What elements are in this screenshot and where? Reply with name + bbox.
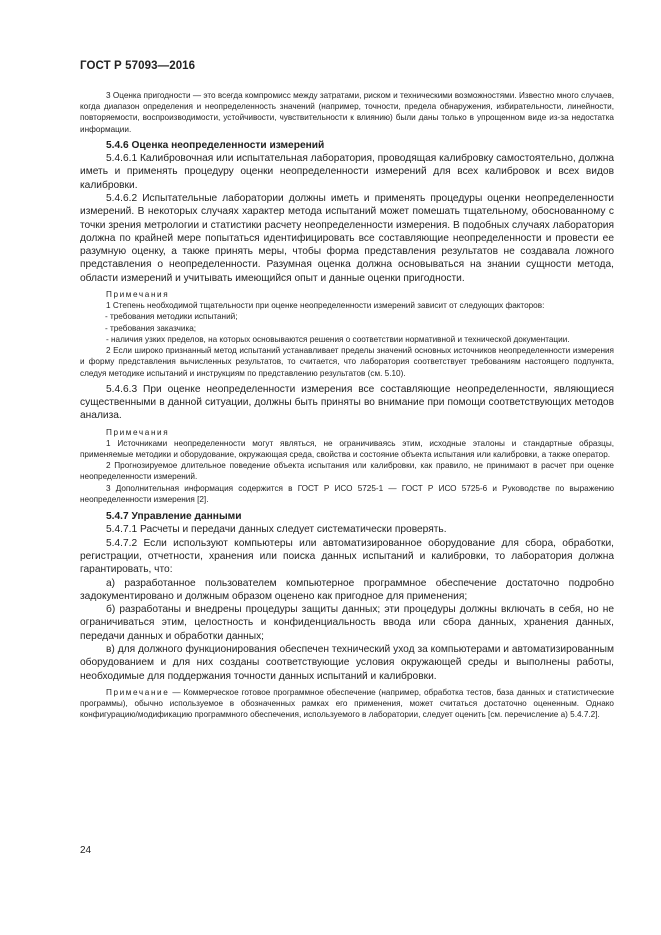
final-note <box>80 687 614 721</box>
notes-label: Примечания <box>106 290 170 300</box>
note-item: 1 Источниками неопределенности могут являться, не ограничиваясь этим, исходные эталоны и стандартные образцы, применяемые методики и оборудование, окружающая среда, свойства и состояние объекта испытания или калибровки, а также оператор. <box>80 438 614 459</box>
note-item: 2 Прогнозируемое длительное поведение объекта испытания или калибровки, как правило, не принимают в расчет при оценке неопределенности измерений. <box>80 461 614 482</box>
note-item: 3 Дополнительная информация содержится в ГОСТ Р ИСО 5725-1 — ГОСТ Р ИСО 5725-6 и Руководстве по выражению неопределенности измерения [2]. <box>80 483 614 504</box>
notes-label: Примечания <box>106 427 170 437</box>
section-heading-5-4-6: 5.4.6 Оценка неопределенности измерений <box>106 139 325 151</box>
note-text: — Коммерческое готовое программное обеспечение (например, обработка тестов, база данных и статистические программы), обычно используемое в обозначенных рамках его применения, может считаться достаточно оцененным. Однако конфигурацию/модификацию программного обеспечения, используемого в лаборатории, следует оценить [см. перечисление а) 5.4.7.2]. <box>80 687 614 720</box>
standard-header: ГОСТ Р 57093—2016 <box>80 60 196 72</box>
list-item-b: б) разработаны и внедрены процедуры защиты данных; эти процедуры должны включать в себя, но не ограничиваться этим, целостность и конфиденциальность ввода или сбора данных, хранения данных, передачи данных и обработки данных; <box>80 604 614 642</box>
note-dash-item: - требования методики испытаний; <box>105 312 238 322</box>
clause-5-4-7-2: 5.4.7.2 Если используют компьютеры или автоматизированное оборудование для сбора, обработки, регистрации, отчетности, хранения или поиска данных испытаний и калибровки, то лаборатория должна гарантировать, что: <box>80 537 614 576</box>
page-number: 24 <box>80 845 92 856</box>
clause-5-4-7-1: 5.4.7.1 Расчеты и передачи данных следует систематически проверять. <box>106 524 447 536</box>
clause-5-4-6-2: 5.4.6.2 Испытательные лаборатории должны иметь и применять процедуры оценки неопределенности измерений. В некоторых случаях характер метода испытаний может помешать тщательному, обоснованному с точки зрения метрологии и статистики расчету неопределенности измерения. В подобных случаях лаборатория должна по крайней мере попытаться идентифицировать все составляющие неопределенности и провести ее разумную оценку, а также принять меры, чтобы форма представления результатов не создавала ложного представления о неопределенности. Разумная оценка должна основываться на знании сущности метода, области измерений и учитывать имеющийся опыт и данные оценки пригодности. <box>80 193 614 284</box>
list-item-a: а) разработанное пользователем компьютерное программное обеспечение достаточно подробно задокументировано и должным образом оценено как пригодное для применения; <box>80 577 614 602</box>
note-label: Примечание <box>106 687 170 697</box>
note-dash-item: - наличия узких пределов, на которых основываются решения о соответствии нормативной и технической документации. <box>106 334 570 344</box>
note-item: 2 Если широко признанный метод испытаний устанавливает пределы значений основных источников неопределенности измерения и форму представления вычисленных результатов, то считается, что лаборатория соответствует требованиям настоящего подпункта, следуя методике испытаний и инструкциям по представлению результатов (см. 5.10). <box>80 346 614 378</box>
note-dash-item: - требования заказчика; <box>105 323 197 333</box>
clause-5-4-6-3: 5.4.6.3 При оценке неопределенности измерения все составляющие неопределенности, являющиеся существенными в данной ситуации, должны быть приняты во внимание при помощи соответствующих методов анализа. <box>80 383 614 422</box>
section-heading-5-4-7: 5.4.7 Управление данными <box>106 511 242 523</box>
note-3-suitability: 3 Оценка пригодности — это всегда компромисс между затратами, риском и техническими возможностями. Известно много случаев, когда диапазон определения и неопределенность значений (например, точности, предела обнаружения, избирательности, линейности, повторяемости, воспроизводимости, устойчивости, чувствительности к влиянию) были даны только в упрощенном виде из-за недостатка информации. <box>80 91 614 134</box>
note-item: 1 Степень необходимой тщательности при оценке неопределенности измерений зависит от следующих факторов: <box>106 301 545 311</box>
page-body <box>80 90 614 720</box>
list-item-v: в) для должного функционирования обеспечен технический уход за компьютерами и автоматизированным оборудованием и для них созданы соответствующие условия окружающей среды и выполнены работы, необходимые для поддержания точности данных испытаний и калибровки. <box>80 643 614 682</box>
clause-5-4-6-1: 5.4.6.1 Калибровочная или испытательная лаборатория, проводящая калибровку самостоятельно, должна иметь и применять процедуру оценки неопределенности измерений для всех калибровок и всех видов калибровки. <box>80 153 614 191</box>
